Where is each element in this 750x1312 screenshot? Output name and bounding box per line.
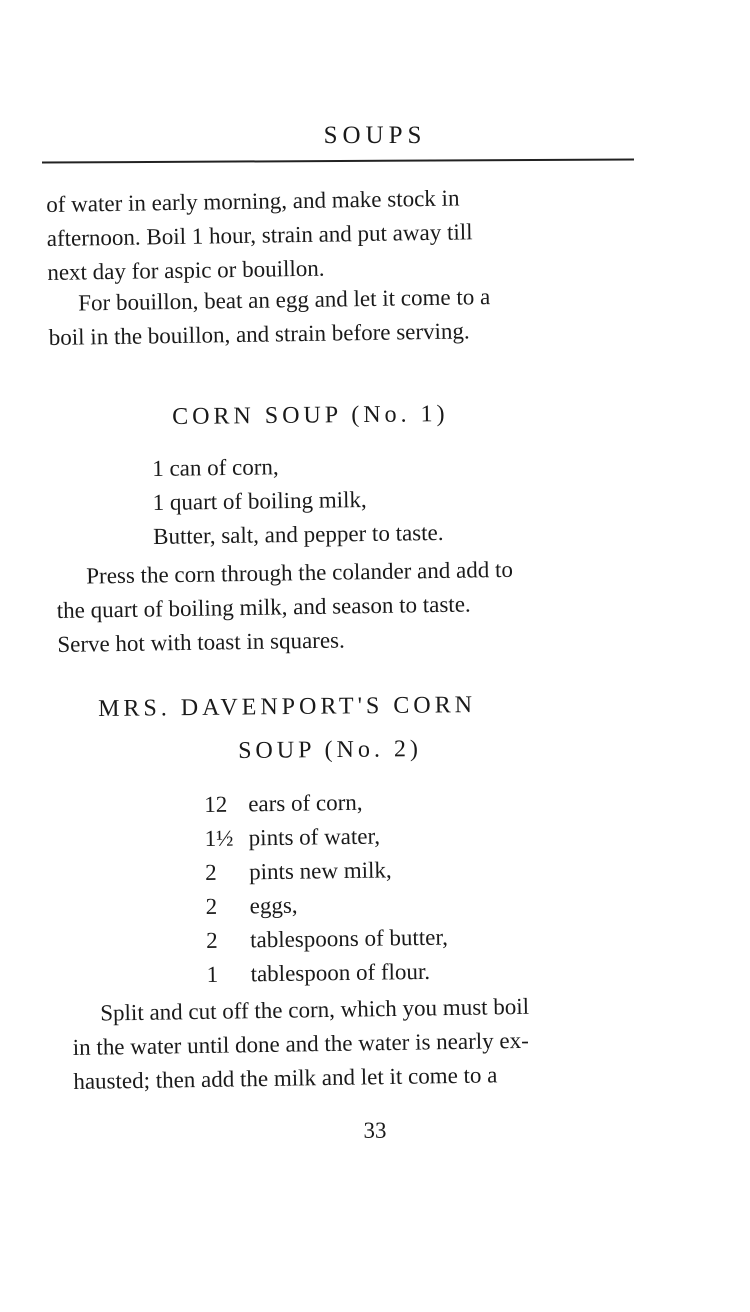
text-line: in the water until done and the water is nearly ex- bbox=[72, 1027, 529, 1060]
ingredient-item bbox=[205, 887, 447, 924]
ingredient-quantity: 1½ bbox=[204, 825, 234, 851]
recipe-title-corn-soup-2-line1: MRS. DAVENPORT'S CORN bbox=[98, 692, 477, 722]
text-line: next day for aspic or bouillon. bbox=[47, 255, 325, 285]
ingredient-list-2 bbox=[204, 785, 449, 992]
ingredient-name: ears of corn, bbox=[248, 789, 363, 817]
ingredient-item: Butter, salt, and pepper to taste. bbox=[153, 519, 444, 549]
ingredient-item bbox=[206, 955, 448, 992]
text-line: Press the corn through the colander and add to bbox=[86, 556, 514, 589]
ingredient-quantity: 12 bbox=[204, 791, 228, 817]
intro-paragraph-2 bbox=[48, 278, 637, 355]
text-line: of water in early morning, and make stock in bbox=[46, 185, 460, 217]
header-rule bbox=[42, 158, 634, 163]
directions-paragraph-2 bbox=[72, 988, 662, 1099]
ingredient-quantity: 1 bbox=[206, 961, 219, 987]
ingredient-item bbox=[204, 819, 446, 856]
ingredient-quantity: 2 bbox=[205, 859, 217, 885]
text-line: the quart of boiling milk, and season to taste. bbox=[56, 591, 471, 623]
ingredient-item bbox=[205, 853, 447, 890]
text-line: Split and cut off the corn, which you must boil bbox=[100, 993, 530, 1026]
text-line: boil in the bouillon, and strain before serving. bbox=[48, 318, 470, 350]
ingredient-item bbox=[206, 921, 448, 958]
page-number: 33 bbox=[363, 1118, 387, 1143]
ingredient-name: tablespoons of butter, bbox=[249, 924, 449, 953]
directions-paragraph-1 bbox=[56, 551, 646, 662]
text-line: hausted; then add the milk and let it come to a bbox=[73, 1062, 498, 1094]
ingredient-name: eggs, bbox=[249, 892, 298, 919]
ingredient-item: 1 quart of boiling milk, bbox=[152, 487, 367, 515]
ingredient-item: 1 can of corn, bbox=[152, 454, 279, 481]
ingredient-quantity: 2 bbox=[205, 927, 218, 953]
text-line: For bouillon, beat an egg and let it come to a bbox=[78, 284, 491, 316]
text-line: afternoon. Boil 1 hour, strain and put away till bbox=[46, 219, 473, 251]
ingredient-item bbox=[204, 785, 446, 822]
text-line: Serve hot with toast in squares. bbox=[57, 627, 345, 657]
recipe-title-corn-soup-2-line2: SOUP (No. 2) bbox=[238, 736, 423, 764]
ingredient-name: tablespoon of flour. bbox=[250, 958, 431, 987]
ingredient-list-1 bbox=[152, 448, 444, 554]
ingredient-quantity: 2 bbox=[205, 893, 218, 919]
ingredient-name: pints new milk, bbox=[249, 857, 392, 885]
intro-paragraph-1 bbox=[46, 179, 636, 290]
running-head: SOUPS bbox=[323, 122, 427, 149]
recipe-title-corn-soup-1: CORN SOUP (No. 1) bbox=[172, 401, 449, 430]
ingredient-name: pints of water, bbox=[248, 823, 381, 851]
